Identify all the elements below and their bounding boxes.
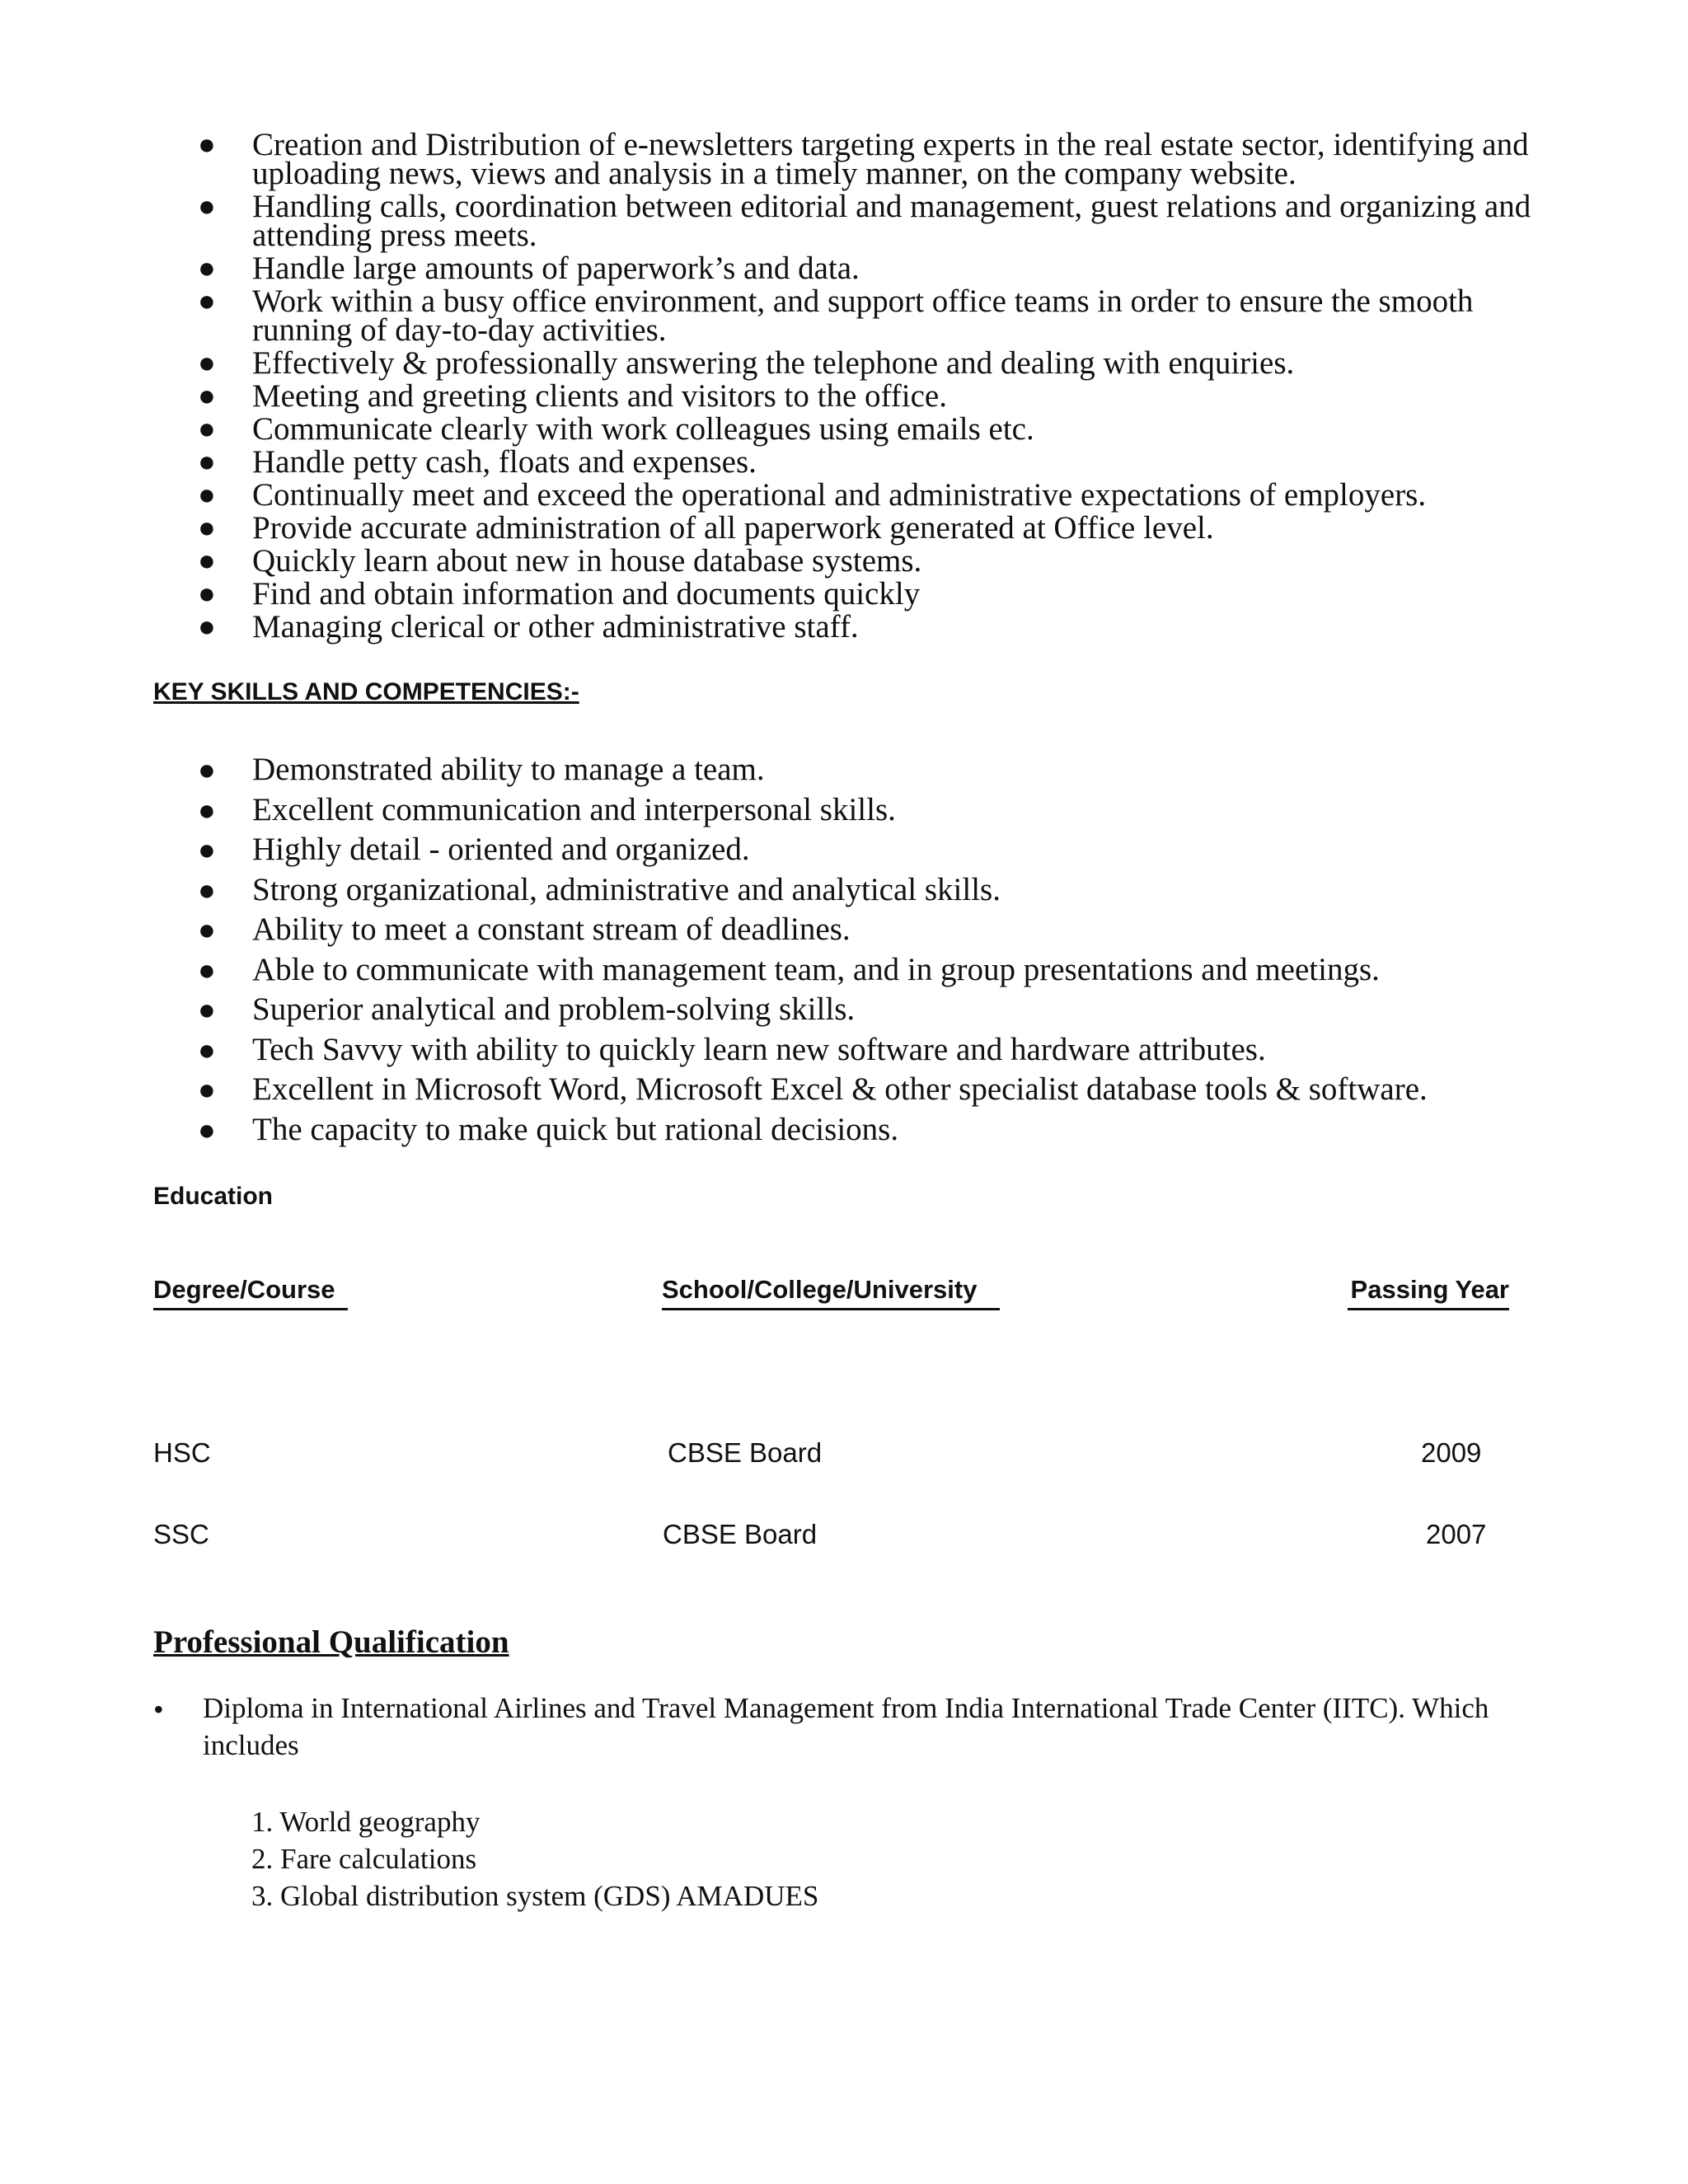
professional-qualification-list (251, 1803, 818, 1915)
duty-text: Work within a busy office environment, and support office teams in order to ensure the smooth running of day-to-day activities. (252, 284, 1474, 348)
bullet-icon: ● (198, 445, 216, 478)
key-skills-list (198, 750, 1550, 1150)
list-item (198, 251, 1550, 286)
list-item (198, 189, 1550, 253)
skill-text: Demonstrated ability to manage a team. (252, 752, 765, 787)
list-item: 2. Fare calculations (251, 1843, 477, 1875)
list-item: 1. World geography (251, 1806, 481, 1838)
bullet-icon: ● (198, 610, 216, 643)
skill-text: Tech Savvy with ability to quickly learn new software and hardware attributes. (252, 1031, 1266, 1067)
bullet-icon: ● (198, 346, 216, 379)
skill-text: Able to communicate with management team, and in group presentations and meetings. (252, 951, 1380, 987)
list-item (198, 910, 1550, 950)
school-cell: CBSE Board (668, 1437, 823, 1468)
bullet-icon: ● (198, 913, 216, 946)
list-item (198, 1110, 1550, 1151)
duty-text: Managing clerical or other administrative staff. (252, 609, 859, 644)
list-item (198, 543, 1550, 579)
duty-text: Provide accurate administration of all paperwork generated at Office level. (252, 510, 1214, 546)
list-item (198, 609, 1550, 644)
bullet-icon: ● (198, 251, 216, 284)
skill-text: The capacity to make quick but rational decisions. (252, 1111, 899, 1147)
duty-text: Handling calls, coordination between editorial and management, guest relations and organizing and attending press meets. (252, 189, 1531, 253)
skill-text: Highly detail - oriented and organized. (252, 832, 750, 867)
duty-text: Handle large amounts of paperwork’s and data. (252, 251, 860, 286)
duty-text: Handle petty cash, floats and expenses. (252, 444, 757, 480)
list-item (198, 870, 1550, 911)
duty-text: Continually meet and exceed the operational and administrative expectations of employers. (252, 477, 1427, 513)
bullet-icon: ● (198, 993, 216, 1026)
list-item (198, 950, 1550, 991)
degree-cell: SSC (153, 1519, 209, 1549)
bullet-icon: ● (198, 953, 216, 987)
school-cell: CBSE Board (663, 1519, 818, 1549)
year-column-header: Passing Year (1348, 1275, 1509, 1310)
list-item (198, 378, 1550, 414)
list-item (198, 444, 1550, 480)
bullet-icon: ● (198, 190, 216, 223)
duty-text: Effectively & professionally answering the telephone and dealing with enquiries. (252, 345, 1295, 381)
bullet-icon: ● (198, 873, 216, 907)
year-cell: 2007 (1426, 1519, 1487, 1549)
list-item (198, 1030, 1550, 1071)
bullet-icon: ● (198, 753, 216, 786)
list-item (198, 750, 1550, 790)
bullet-icon: ● (198, 379, 216, 412)
professional-qualification-text: Diploma in International Airlines and Travel Management from India International Trade Center (IITC). Which includes (203, 1692, 1489, 1761)
bullet-icon: ● (198, 128, 216, 161)
bullet-icon: ● (198, 833, 216, 866)
list-item (198, 990, 1550, 1030)
list-item (198, 1070, 1550, 1110)
duty-text: Find and obtain information and documents quickly (252, 576, 921, 612)
bullet-icon: ● (198, 478, 216, 511)
bullet-icon: ● (198, 544, 216, 577)
duty-text: Quickly learn about new in house database systems. (252, 543, 922, 579)
education-heading: Education (153, 1183, 274, 1210)
list-item (198, 411, 1550, 447)
list-item (198, 127, 1550, 191)
duty-text: Creation and Distribution of e-newsletters targeting experts in the real estate sector, identifying and uploading news, views and analysis in a timely manner, on the company website. (252, 127, 1529, 191)
list-item (198, 790, 1550, 831)
list-item (198, 830, 1550, 870)
bullet-icon: ● (198, 412, 216, 445)
bullet-icon: ● (198, 1113, 216, 1146)
key-skills-heading: KEY SKILLS AND COMPETENCIES:- (153, 678, 579, 705)
duty-text: Meeting and greeting clients and visitors to the office. (252, 378, 947, 414)
bullet-icon: • (153, 1693, 164, 1726)
list-item (198, 345, 1550, 381)
school-column-header: School/College/University (662, 1275, 1000, 1310)
list-item (198, 510, 1550, 546)
skill-text: Excellent in Microsoft Word, Microsoft Excel & other specialist database tools & software. (252, 1071, 1428, 1107)
degree-cell: HSC (153, 1437, 211, 1468)
year-cell: 2009 (1421, 1437, 1482, 1468)
list-item (198, 477, 1550, 513)
bullet-icon: ● (198, 793, 216, 827)
skill-text: Superior analytical and problem-solving skills. (252, 991, 856, 1027)
professional-qualification-heading: Professional Qualification (153, 1624, 509, 1660)
duty-text: Communicate clearly with work colleagues using emails etc. (252, 411, 1034, 447)
skill-text: Strong organizational, administrative and analytical skills. (252, 871, 1001, 907)
duties-list (198, 127, 1550, 645)
skill-text: Ability to meet a constant stream of deadlines. (252, 912, 851, 947)
degree-column-header: Degree/Course (153, 1275, 348, 1310)
list-item (198, 284, 1550, 348)
bullet-icon: ● (198, 511, 216, 544)
bullet-icon: ● (198, 1033, 216, 1066)
bullet-icon: ● (198, 1073, 216, 1106)
bullet-icon: ● (198, 284, 216, 317)
skill-text: Excellent communication and interpersonal skills. (252, 791, 896, 827)
list-item (198, 576, 1550, 612)
bullet-icon: ● (198, 577, 216, 610)
list-item: 3. Global distribution system (GDS) AMADUES (251, 1880, 819, 1912)
